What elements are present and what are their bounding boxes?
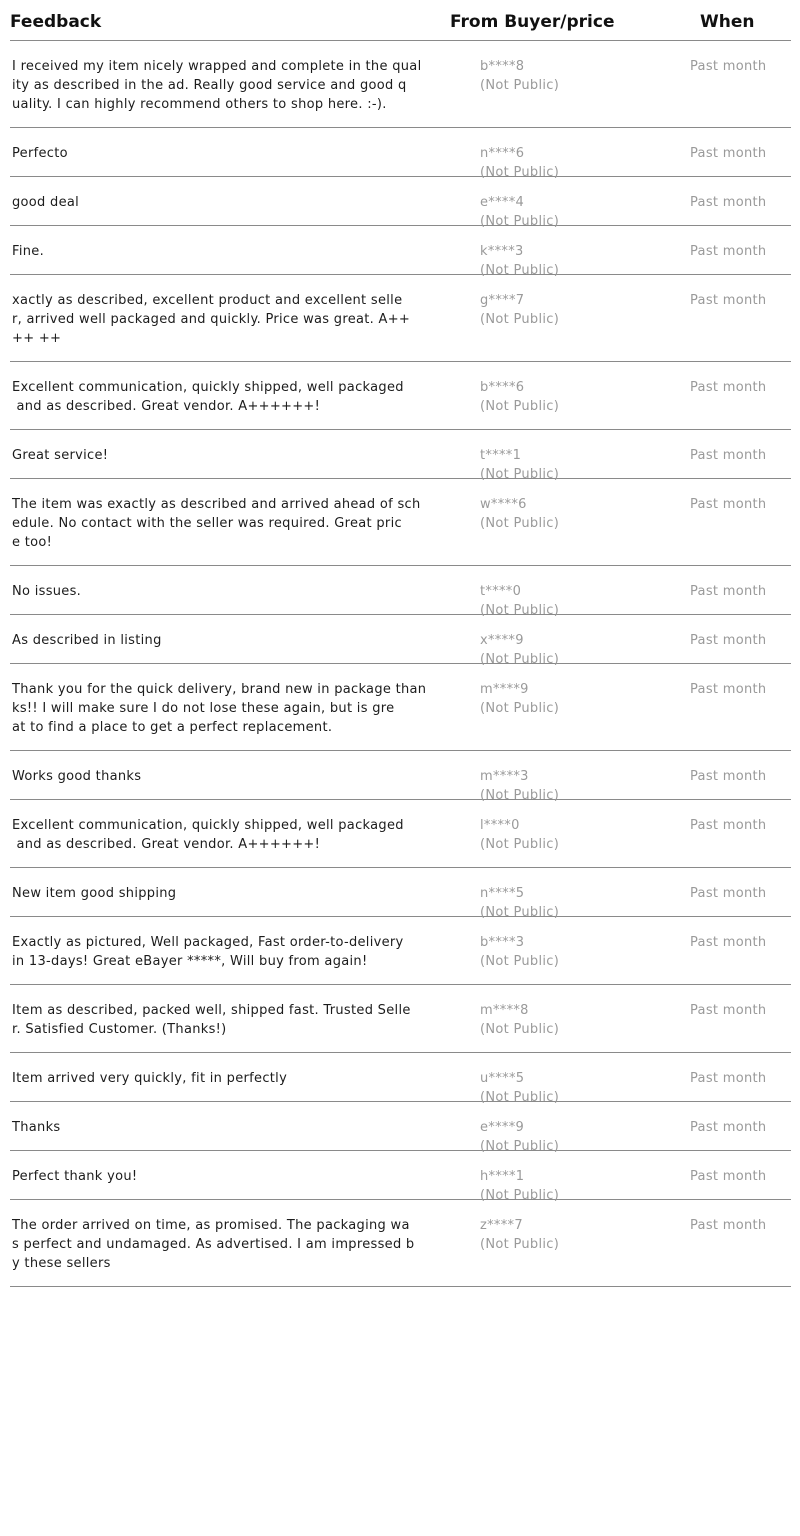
table-row <box>10 664 791 751</box>
buyer-id: n****6 <box>480 146 525 161</box>
table-row <box>10 430 791 482</box>
price-visibility: (Not Public) <box>480 1090 560 1105</box>
buyer-id: x****9 <box>480 633 524 648</box>
feedback-comment: New item good shipping <box>12 886 177 901</box>
feedback-comment: Perfecto <box>12 146 68 161</box>
feedback-time: Past month <box>690 935 767 950</box>
price-visibility: (Not Public) <box>480 399 560 414</box>
buyer-cell <box>480 1001 559 1039</box>
price-visibility: (Not Public) <box>480 837 560 852</box>
feedback-rows <box>10 41 791 1287</box>
feedback-table <box>10 8 791 1287</box>
price-visibility: (Not Public) <box>480 788 560 803</box>
table-row <box>10 1053 791 1105</box>
table-row <box>10 566 791 618</box>
price-visibility: (Not Public) <box>480 263 560 278</box>
feedback-comment: The order arrived on time, as promised. The packaging wa s perfect and undamaged. As advertised. I am impressed b y these sellers <box>12 1218 415 1271</box>
table-row <box>10 917 791 985</box>
price-visibility: (Not Public) <box>480 1237 560 1252</box>
feedback-time: Past month <box>690 1071 767 1086</box>
table-row <box>10 985 791 1053</box>
feedback-time: Past month <box>690 59 767 74</box>
feedback-column-header: Feedback <box>10 12 102 32</box>
price-visibility: (Not Public) <box>480 214 560 229</box>
price-visibility: (Not Public) <box>480 467 560 482</box>
feedback-comment: Great service! <box>12 448 109 463</box>
buyer-id: e****4 <box>480 195 525 210</box>
table-row <box>10 128 791 180</box>
price-visibility: (Not Public) <box>480 1022 560 1037</box>
feedback-time: Past month <box>690 244 767 259</box>
table-row <box>10 868 791 920</box>
buyer-cell <box>480 291 559 329</box>
feedback-comment: The item was exactly as described and arrived ahead of sch edule. No contact with the seller was required. Great pric e too! <box>12 497 421 550</box>
feedback-comment: Excellent communication, quickly shipped, well packaged and as described. Great vendor. A++++++! <box>12 818 404 852</box>
feedback-time: Past month <box>690 195 767 210</box>
buyer-id: t****0 <box>480 584 522 599</box>
buyer-cell <box>480 57 559 95</box>
buyer-cell <box>480 378 559 416</box>
price-visibility: (Not Public) <box>480 516 560 531</box>
feedback-comment: Item as described, packed well, shipped fast. Trusted Selle r. Satisfied Customer. (Thanks!) <box>12 1003 411 1037</box>
buyer-id: m****3 <box>480 769 529 784</box>
buyer-id: n****5 <box>480 886 525 901</box>
feedback-comment: good deal <box>12 195 80 210</box>
table-row <box>10 1151 791 1203</box>
feedback-comment: Excellent communication, quickly shipped, well packaged and as described. Great vendor. A++++++! <box>12 380 404 414</box>
feedback-comment: Fine. <box>12 244 45 259</box>
feedback-time: Past month <box>690 146 767 161</box>
feedback-time: Past month <box>690 633 767 648</box>
price-visibility: (Not Public) <box>480 1139 560 1154</box>
feedback-comment: I received my item nicely wrapped and complete in the qual ity as described in the ad. Really good service and good q uality. I can highly recommend others to shop here. :-). <box>12 59 422 112</box>
when-column-header: When <box>700 12 755 32</box>
buyer-id: l****0 <box>480 818 520 833</box>
buyer-cell <box>480 816 559 854</box>
table-row <box>10 362 791 430</box>
buyer-id: b****6 <box>480 380 525 395</box>
price-visibility: (Not Public) <box>480 603 560 618</box>
feedback-time: Past month <box>690 380 767 395</box>
table-header <box>10 8 791 41</box>
buyer-id: z****7 <box>480 1218 523 1233</box>
feedback-time: Past month <box>690 886 767 901</box>
table-row <box>10 751 791 803</box>
feedback-time: Past month <box>690 1218 767 1233</box>
buyer-id: m****8 <box>480 1003 529 1018</box>
table-row <box>10 226 791 278</box>
feedback-comment: No issues. <box>12 584 82 599</box>
feedback-time: Past month <box>690 448 767 463</box>
feedback-comment: Perfect thank you! <box>12 1169 138 1184</box>
table-row <box>10 1200 791 1287</box>
price-visibility: (Not Public) <box>480 701 560 716</box>
feedback-time: Past month <box>690 497 767 512</box>
feedback-comment: Thank you for the quick delivery, brand new in package than ks!! I will make sure I do not lose these again, but is gre at to find a place to get a perfect replacement. <box>12 682 427 735</box>
buyer-cell <box>480 680 559 718</box>
buyer-id: u****5 <box>480 1071 525 1086</box>
buyer-id: g****7 <box>480 293 525 308</box>
table-row <box>10 615 791 667</box>
table-row <box>10 41 791 128</box>
buyer-id: w****6 <box>480 497 527 512</box>
feedback-time: Past month <box>690 818 767 833</box>
table-row <box>10 1102 791 1154</box>
price-visibility: (Not Public) <box>480 1188 560 1203</box>
feedback-time: Past month <box>690 1003 767 1018</box>
feedback-time: Past month <box>690 584 767 599</box>
feedback-time: Past month <box>690 1169 767 1184</box>
feedback-comment: xactly as described, excellent product and excellent selle r, arrived well packaged and quickly. Price was great. A++ ++ ++ <box>12 293 411 346</box>
feedback-comment: Thanks <box>12 1120 61 1135</box>
price-visibility: (Not Public) <box>480 312 560 327</box>
table-row <box>10 479 791 566</box>
feedback-comment: Works good thanks <box>12 769 142 784</box>
buyer-id: t****1 <box>480 448 522 463</box>
table-row <box>10 275 791 362</box>
feedback-comment: Exactly as pictured, Well packaged, Fast order-to-delivery in 13-days! Great eBayer *****, Will buy from again! <box>12 935 404 969</box>
price-visibility: (Not Public) <box>480 165 560 180</box>
buyer-cell <box>480 1216 559 1254</box>
table-row <box>10 800 791 868</box>
feedback-time: Past month <box>690 1120 767 1135</box>
price-visibility: (Not Public) <box>480 78 560 93</box>
feedback-comment: Item arrived very quickly, fit in perfectly <box>12 1071 288 1086</box>
buyer-id: m****9 <box>480 682 529 697</box>
buyer-column-header: From Buyer/price <box>450 12 615 32</box>
feedback-comment: As described in listing <box>12 633 162 648</box>
feedback-time: Past month <box>690 769 767 784</box>
buyer-id: h****1 <box>480 1169 525 1184</box>
price-visibility: (Not Public) <box>480 905 560 920</box>
buyer-id: k****3 <box>480 244 524 259</box>
feedback-time: Past month <box>690 293 767 308</box>
table-row <box>10 177 791 229</box>
buyer-id: e****9 <box>480 1120 525 1135</box>
buyer-id: b****3 <box>480 935 525 950</box>
price-visibility: (Not Public) <box>480 652 560 667</box>
buyer-cell <box>480 495 559 533</box>
buyer-cell <box>480 933 559 971</box>
price-visibility: (Not Public) <box>480 954 560 969</box>
buyer-id: b****8 <box>480 59 525 74</box>
feedback-time: Past month <box>690 682 767 697</box>
